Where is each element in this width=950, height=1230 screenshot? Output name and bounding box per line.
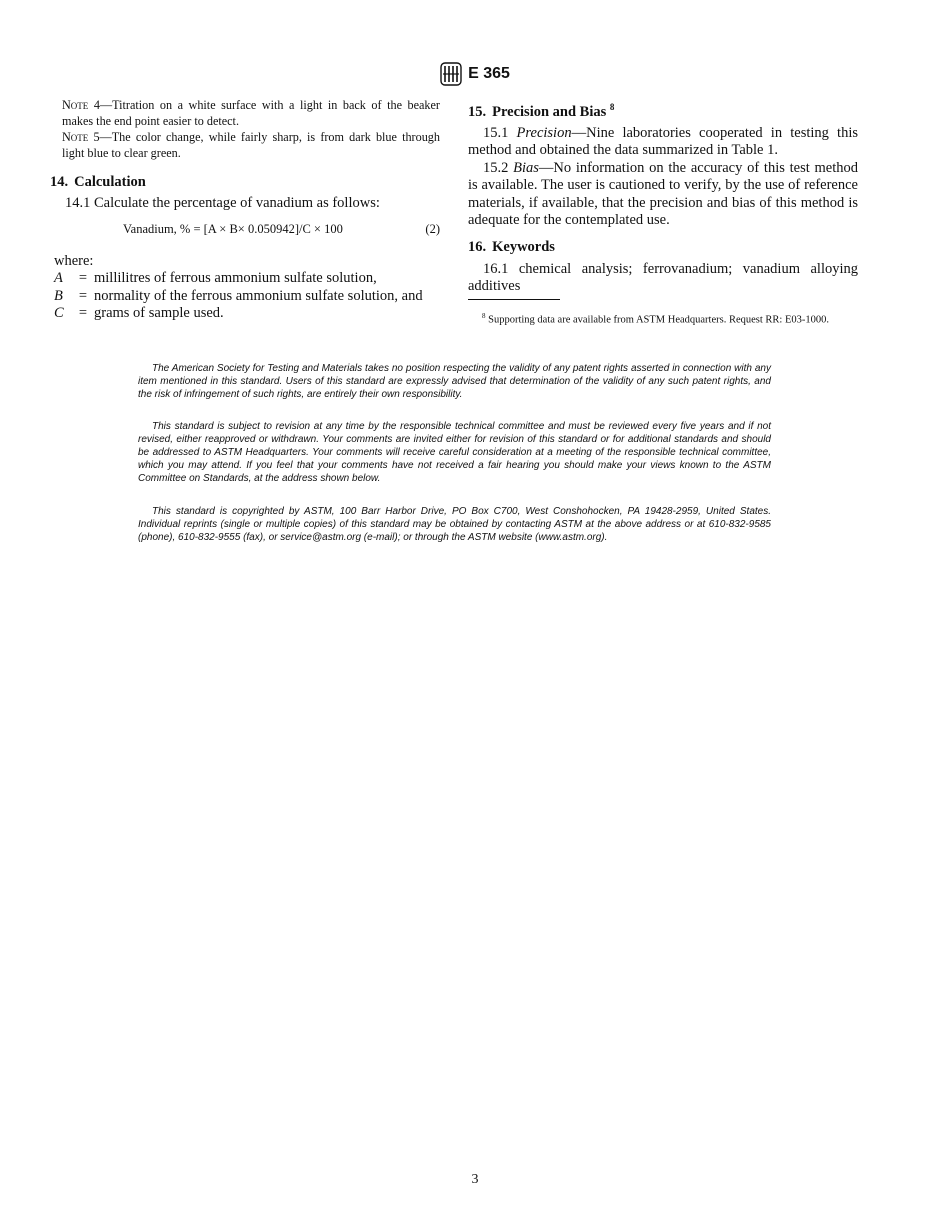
patent-notice: The American Society for Testing and Materials takes no position respecting the validity of any patent rights asserted in connection with any item mentioned in this standard. Users of this standard are expressly advised that determination of the validity of any such patent rights, and the risk of infringement of such rights, are entirely their own responsibility. — [138, 363, 771, 400]
equation-2 — [50, 219, 440, 241]
paragraph-text: —No information on the accuracy of this test method is available. The user is cautioned to verify, by the use of reference materials, if available, that the precision and bias of this method is adequate for the contemplated use. — [468, 159, 859, 229]
section-title: Calculation — [74, 174, 146, 190]
paragraph-16-1: 16.1 chemical analysis; ferrovanadium; vanadium alloying additives — [468, 260, 858, 295]
section-15-heading — [468, 98, 858, 121]
page-header — [0, 62, 950, 86]
right-column — [468, 98, 858, 326]
note-5 — [50, 130, 440, 161]
footnote-divider — [468, 299, 560, 300]
paragraph-14-1: 14.1 Calculate the percentage of vanadium as follows: — [65, 195, 380, 211]
paragraph-text: —Nine laboratories cooperated in testing this method and obtained the data summarized in Table 1. — [468, 124, 859, 159]
paragraph-term: Bias — [513, 159, 539, 176]
standard-designation: E 365 — [468, 65, 510, 82]
note-label: Note — [62, 98, 89, 112]
copyright-notice: This standard is copyrighted by ASTM, 100 Barr Harbor Drive, PO Box C700, West Conshohocken, PA 19428-2959, United States. Individual reprints (single or multiple copies) of this standard may be obtained by contacting ASTM at the above address or at 610-832-9585 (phone), 610-832-9555 (fax), or service@astm.org (e-mail); or through the ASTM website (www.astm.org). — [138, 506, 771, 543]
paragraph-number: 15.1 — [483, 124, 509, 141]
section-16-heading — [468, 238, 858, 256]
footnote-8 — [468, 310, 858, 327]
definition-equals: = — [78, 305, 88, 321]
equation-number: (2) — [425, 221, 440, 236]
section-number: 16. — [468, 238, 487, 255]
paragraph-term: Precision — [516, 124, 572, 141]
definition-equals: = — [78, 287, 88, 304]
equation-body: Vanadium, % = [A × B× 0.050942]/C × 100 — [123, 221, 343, 236]
definition-symbol: B — [54, 287, 63, 304]
definition-row — [50, 288, 440, 306]
paragraph-number: 15.2 — [483, 159, 509, 176]
definition-row — [50, 305, 440, 323]
paragraph-15-2 — [468, 160, 858, 230]
definition-text: millilitres of ferrous ammonium sulfate solution, — [94, 270, 377, 286]
definition-equals: = — [78, 270, 88, 286]
section-number: 15. — [468, 103, 487, 120]
definition-symbol: C — [54, 305, 64, 321]
where-label: where: — [54, 252, 94, 269]
note-label: Note — [62, 130, 89, 144]
paragraph-15-1 — [468, 125, 858, 160]
section-number: 14. — [50, 174, 69, 190]
note-text: 4—Titration on a white surface with a light in back of the beaker makes the end point easier to detect. — [62, 98, 440, 128]
definition-row — [50, 270, 440, 288]
definition-text: grams of sample used. — [94, 305, 224, 321]
footnote-marker: 8 — [482, 311, 486, 320]
page-number: 3 — [471, 1172, 479, 1187]
footnote-text: Supporting data are available from ASTM Headquarters. Request RR: E03-1000. — [485, 314, 830, 326]
section-title: Precision and Bias — [492, 103, 607, 120]
definition-text: normality of the ferrous ammonium sulfate solution, and — [94, 287, 423, 304]
revision-notice: This standard is subject to revision at any time by the responsible technical committee and must be reviewed every five years and if not revised, either reapproved or withdrawn. Your comments are invited either for revision of this standard or for additional standards and should be addressed to ASTM Headquarters. Your comments will receive careful consideration at a meeting of the responsible technical committee, which you may attend. If you feel that your comments have not received a fair hearing you should make your views known to the ASTM Committee on Standards, at the address shown below. — [138, 421, 771, 484]
section-title: Keywords — [492, 238, 555, 255]
note-text: 5—The color change, while fairly sharp, is from dark blue through light blue to clear green. — [62, 130, 440, 160]
where-list — [50, 253, 440, 323]
note-4 — [50, 98, 440, 129]
definition-symbol: A — [54, 270, 63, 286]
footnote-reference[interactable]: 8 — [609, 102, 615, 112]
left-column — [50, 98, 440, 323]
astm-logo-icon — [440, 62, 462, 86]
section-14-heading — [50, 173, 440, 191]
